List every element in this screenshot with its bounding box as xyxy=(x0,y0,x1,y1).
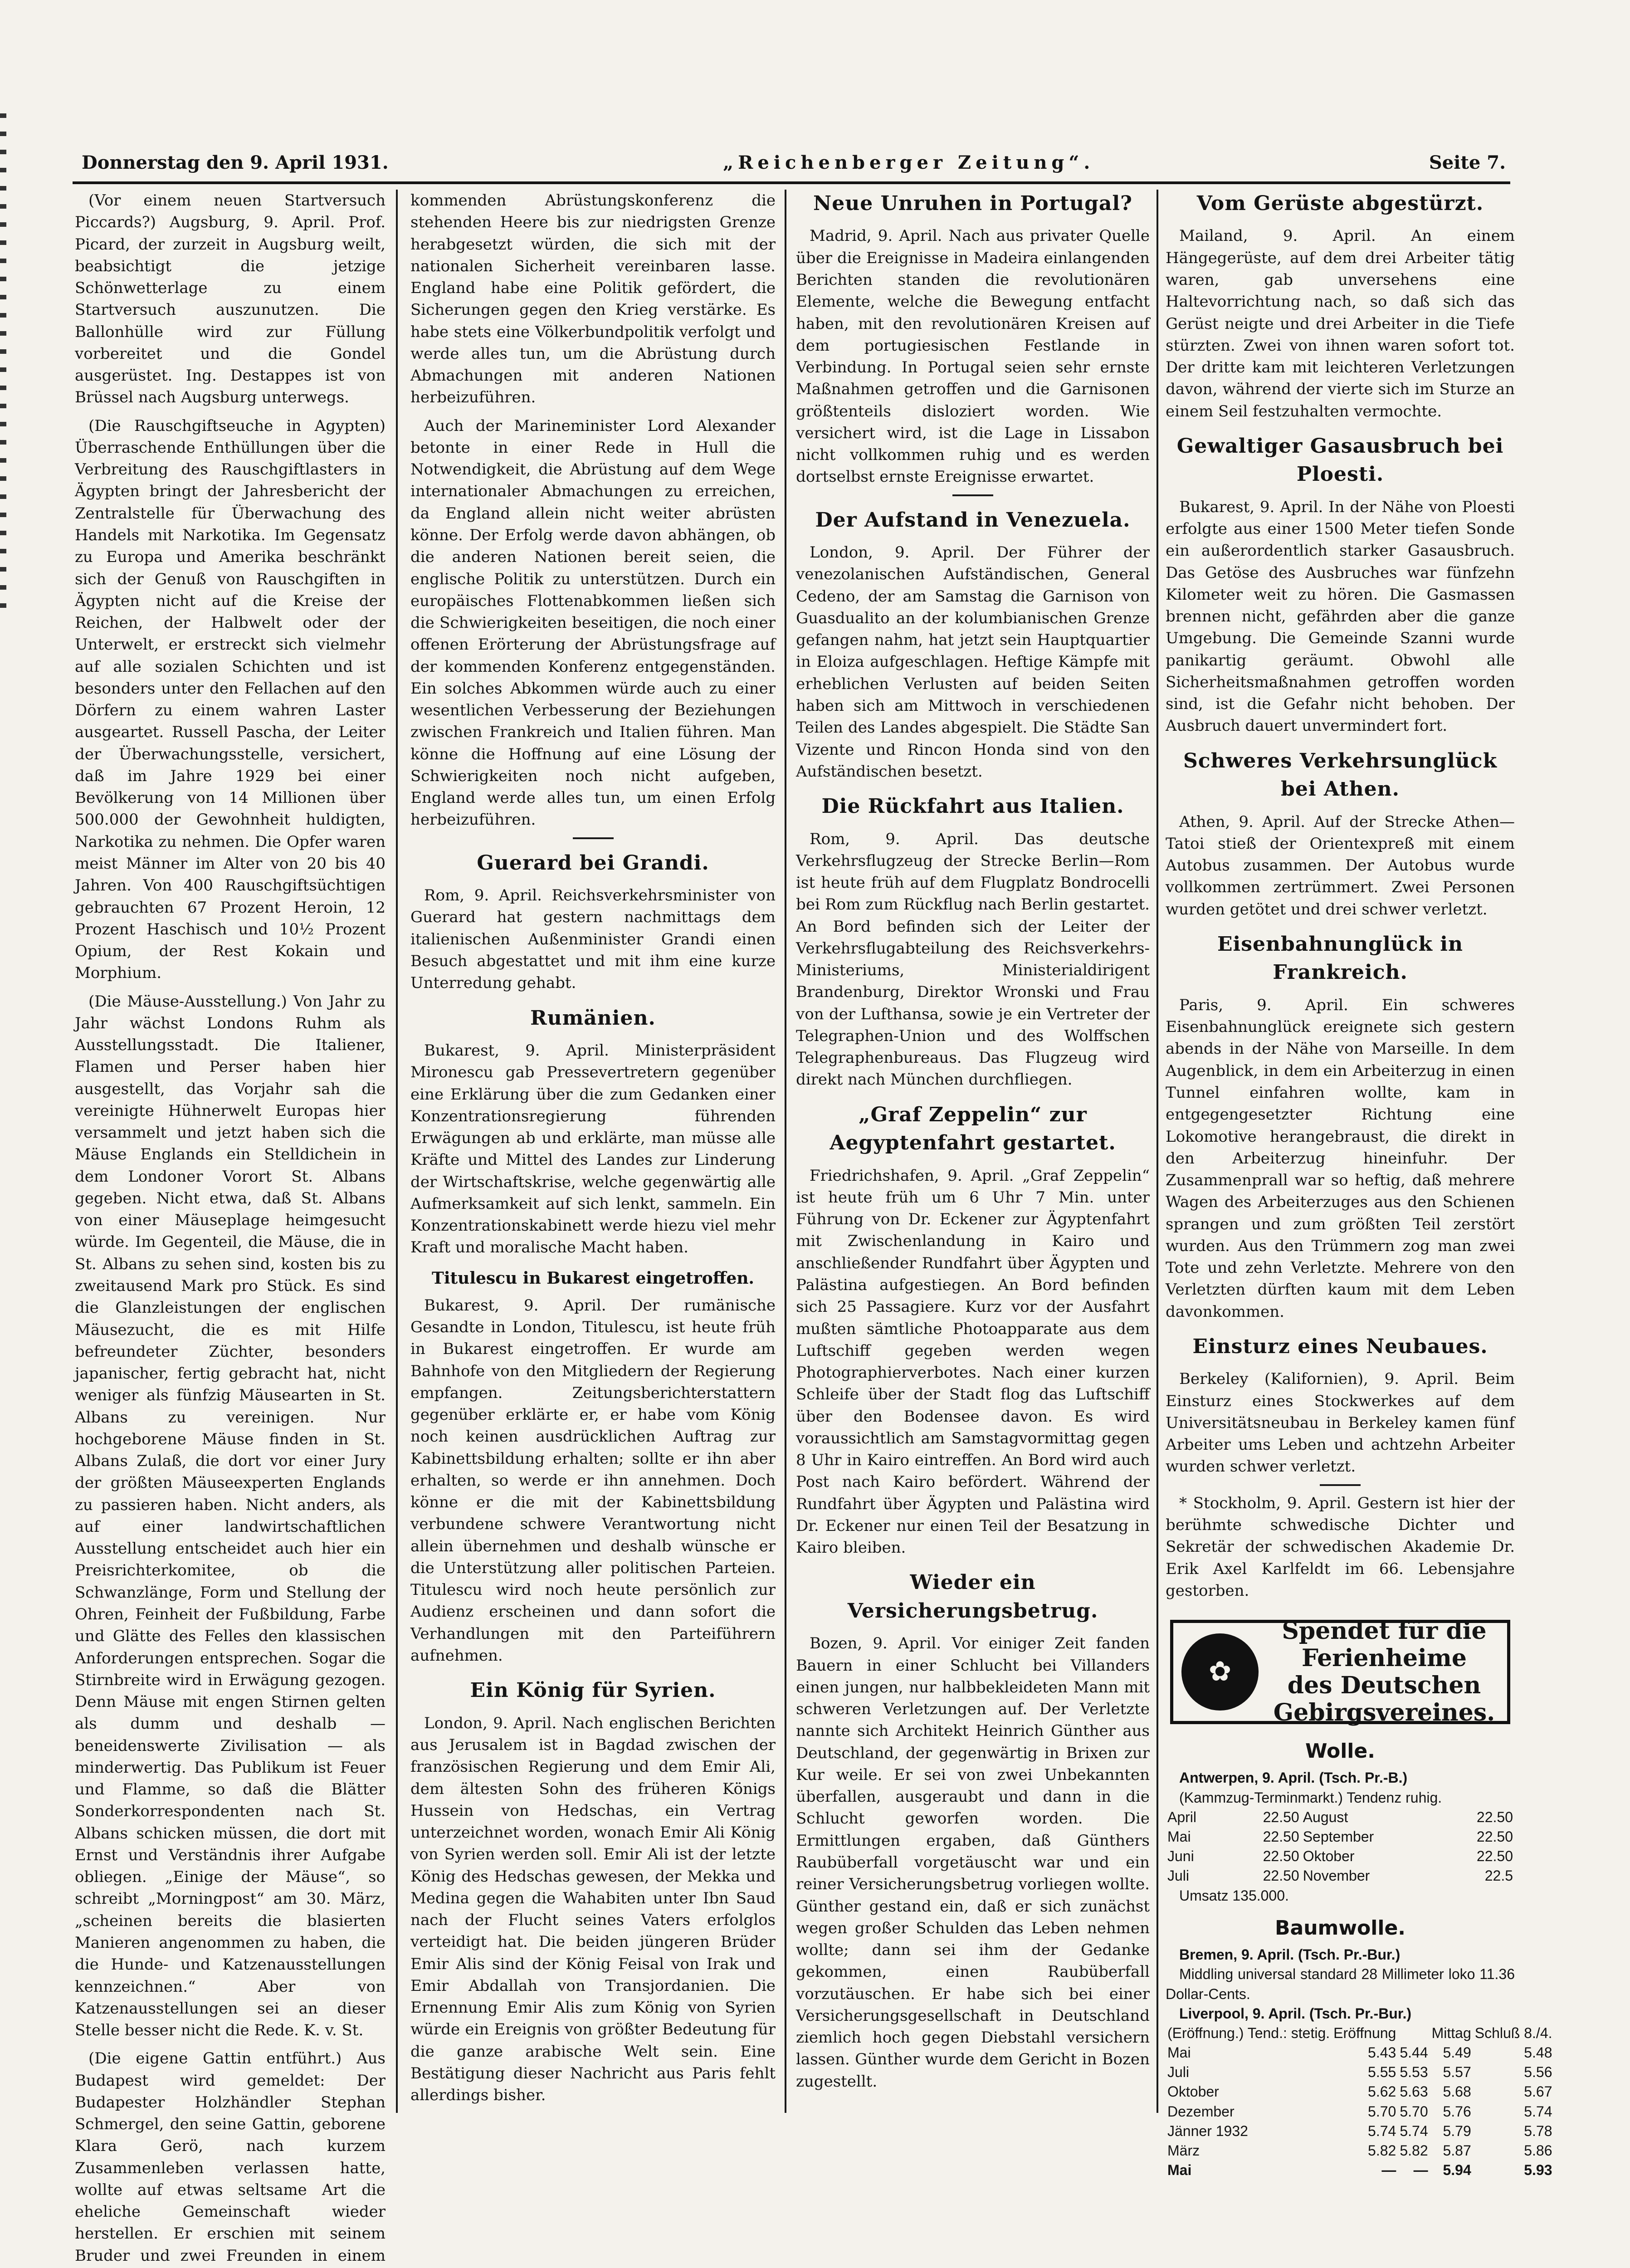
header-paper-title: „Reichenberger Zeitung“. xyxy=(723,152,1095,173)
table-cell: Mai xyxy=(1167,2044,1191,2061)
table-cell: 5.48 xyxy=(1524,2044,1552,2061)
table-cell: Juli xyxy=(1167,2064,1190,2081)
article-paragraph: (Die Mäuse-Ausstellung.) Von Jahr zu Jahr wächst Londons Ruhm als Ausstellungsstadt. Die Italiener, Flamen und Perser haben hier ausgestellt, das Vorjahr sah die vereinigte Hühnerwelt Europas hier versammelt und jetzt haben sich die Mäuse Englands ein Stelldichein in dem Londoner Vorort St. Albans gegeben. Nicht etwa, daß St. Albans von einer Mäuseplage heimgesucht würde. Im Gegenteil, die Mäuse, die in St. Albans zu sehen sind, kosten bis zu zweitausend Mark pro Stück. Es sind die Glanzleistungen der englischen Mäusezucht, die es mit Hilfe befreundeter Züchter, besonders japanischer, fertig gebracht hat, nicht weniger als fünfzig Mäusearten in St. Albans zu vereinigen. Nur hochgeborene Mäuse finden in St. Albans Zulaß, die dort vor einer Jury der größten Mäuseexperten Englands zu passieren haben. Nicht anders, als auf einer landwirtschaftlichen Ausstellung entscheidet auch hier ein Preisrichterkomitee, ob die Schwanzlänge, Form und Stellung der Ohren, Feinheit der Fußbildung, Farbe und Glätte des Felles den klassischen Anforderungen entsprechen. Sogar die Stirnbreite wird in Erwägung gezogen. Denn Mäuse mit engen Stirnen gelten als dumm und deshalb — beneidenswerte Zivilisation — als minderwertig. Das Publikum ist Feuer und Flamme, so daß die Blätter Sonderkorrespondenten nach St. Albans schicken müssen, die dort mit Ernst und Verständnis ihrer Aufgabe obliegen. „Einige der Mäuse“, so schreibt „Morningpost“ am 30. März, „scheinen bereits die blasierten Manieren angenommen zu haben, die die Hunde- und Katzenausstellungen kennzeichnen.“ Aber von Katzenausstellungen sei an dieser Stelle besser nicht die Rede. K. v. St. xyxy=(75,992,386,2040)
table-row xyxy=(1166,2063,1554,2082)
table-row xyxy=(1166,2102,1554,2121)
article-paragraph: Bukarest, 9. April. Ministerpräsident Mironescu gab Pressevertretern gegenüber eine Erklärung über die zum Gedanken einer Konzentrationsregierung führenden Erwägungen ab und erklärte, man müsse alle Kräfte und Mittel des Landes zur Linderung der Wirtschaftskrise, welche gegenwärtig alle Aufmerksamkeit auf sich lenkt, sammeln. Ein Konzentrationskabinett werde hiezu viel mehr Kraft und moralische Macht haben. xyxy=(410,1041,776,1257)
article-headline: Ein König für Syrien. xyxy=(470,1679,716,1702)
table-row xyxy=(1166,1827,1515,1847)
article-subheadline: Titulescu in Bukarest eingetroffen. xyxy=(432,1268,754,1288)
article-divider xyxy=(1320,1484,1361,1486)
table-row xyxy=(1166,1847,1515,1866)
table-cell: 5.70 xyxy=(1400,2103,1428,2120)
table-cell: 5.55 xyxy=(1368,2064,1396,2081)
column-divider xyxy=(785,190,786,2113)
table-row xyxy=(1166,2121,1554,2141)
table-cell: 5.87 xyxy=(1443,2142,1471,2159)
ad-line: Gebirgsvereines. xyxy=(1273,1698,1495,1726)
table-cell: 5.82 xyxy=(1400,2142,1428,2159)
article-paragraph: Madrid, 9. April. Nach aus privater Quelle über die Ereignisse in Madeira einlangenden Berichten standen die revolutionären Elemente, welche die Bewegung entfacht haben, mit den revolutionären Kreisen auf dem portugiesischen Festlande in Verbindung. In Portugal seien sehr ernste Maßnahmen getroffen und die Garnisonen größtenteils disloziert worden. Wie versichert wird, ist die Lage in Lissabon nicht vollkommen ruhig und es werden dortselbst ernste Ereignisse erwartet. xyxy=(796,227,1150,486)
article-paragraph: Auch der Marineminister Lord Alexander betonte in einer Rede in Hull die Notwendigkeit, die Abrüstung auf dem Wege internationaler Abmachungen zu erreichen, da England allein nicht weiter abrüsten könne. Der Erfolg werde davon abhängen, ob die anderen Nationen bereit seien, die englische Politik zu unterstützen. Durch ein europäisches Flottenabkommen ließen sich die Schwierigkeiten beseitigen, die noch einer offenen Erörterung der Abrüstungsfrage auf der kommenden Konferenz entgegenständen. Ein solches Abkommen würde auch zu einer wesentlichen Verbesserung der Beziehungen zwischen Frankreich und Italien führen. Man könne die Hoffnung auf eine Lösung der Schwierigkeiten noch nicht aufgeben, England werde alles tun, um einen Erfolg herbeizuführen. xyxy=(410,416,776,829)
table-header-part: 8./4. xyxy=(1524,2024,1552,2041)
table-cell: 5.86 xyxy=(1524,2142,1552,2159)
table-header-row xyxy=(1166,2024,1554,2043)
table-cell: 5.63 xyxy=(1400,2083,1428,2100)
table-cell: 5.76 xyxy=(1443,2103,1471,2120)
column-divider xyxy=(1157,190,1158,2113)
column-4 xyxy=(1166,190,1552,2179)
table-cell: Dezember xyxy=(1167,2103,1235,2120)
table-row xyxy=(1166,1808,1515,1827)
table-cell: August xyxy=(1303,1809,1348,1825)
market-text: Middling universal standard 28 Millimeter loko 11.36 Dollar-Cents. xyxy=(1166,1966,1515,2002)
table-cell: 5.68 xyxy=(1443,2083,1471,2100)
article-headline: Die Rückfahrt aus Italien. xyxy=(821,795,1124,818)
table-cell: 5.49 xyxy=(1443,2044,1471,2061)
table-cell: — xyxy=(1381,2162,1396,2179)
table-cell: 5.43 xyxy=(1368,2044,1396,2061)
article-headline: Einsturz eines Neubaues. xyxy=(1192,1334,1488,1358)
article-paragraph: Athen, 9. April. Auf der Strecke Athen—Tatoi stieß der Orientexpreß mit einem Autobus zusammen. Der Autobus wurde vollkommen zertrümmert. Zwei Personen wurden getötet und drei schwer verletzt. xyxy=(1166,812,1515,919)
article-headline: „Graf Zeppelin“ zur Aegyptenfahrt gestartet. xyxy=(830,1103,1116,1155)
header-date: Donnerstag den 9. April 1931. xyxy=(82,152,389,173)
table-cell: November xyxy=(1303,1867,1370,1884)
table-cell: 22.50 xyxy=(1476,1848,1513,1865)
table-cell: Juni xyxy=(1167,1848,1194,1865)
table-cell: 5.74 xyxy=(1400,2122,1428,2139)
table-header-cell xyxy=(1473,2024,1554,2043)
table-cell: 5.57 xyxy=(1443,2064,1471,2081)
table-cell: 5.62 xyxy=(1368,2083,1396,2100)
market-report-baumwolle xyxy=(1166,1915,1552,2180)
market-subtitle: (Kammzug-Terminmarkt.) Tendenz ruhig. xyxy=(1179,1789,1442,1806)
table-header-part: Schluß xyxy=(1474,2024,1520,2041)
table-cell: 5.78 xyxy=(1524,2122,1552,2139)
table-cell: 5.53 xyxy=(1400,2064,1428,2081)
table-cell: 5.79 xyxy=(1443,2122,1471,2139)
table-cell: 5.70 xyxy=(1368,2103,1396,2120)
table-row xyxy=(1166,2160,1554,2180)
article-paragraph: Friedrichshafen, 9. April. „Graf Zeppelin“ ist heute früh um 6 Uhr 7 Min. unter Führung von Dr. Eckener zur Ägyptenfahrt mit Zwischenlandung in Kairo und anschließender Rundfahrt über Ägypten und Palästina aufgestiegen. An Bord befinden sich 25 Passagiere. Kurz vor der Ausfahrt mußten sämtliche Photoapparate aus dem Luftschiff gegeben werden wegen Photographierverbotes. Nach einer kurzen Schleife über der Stadt flog das Luftschiff über den Bodensee davon. Es wird voraussichtlich am Samstagvormittag gegen 8 Uhr in Kairo eintreffen. An Bord wird auch Post nach Kairo befördert. Während der Rundfahrt über Ägypten und Palästina wird Dr. Eckener nur einen Teil der Besatzung in Kairo bleiben. xyxy=(796,1166,1150,1557)
advertisement-box xyxy=(1170,1617,1510,1726)
table-cell: Oktober xyxy=(1167,2083,1219,2100)
article-headline: Schweres Verkehrsunglück bei Athen. xyxy=(1183,749,1498,801)
table-header-cell: Eröffnung xyxy=(1333,2024,1396,2041)
table-cell: 5.67 xyxy=(1524,2083,1552,2100)
market-subtitle: Liverpool, 9. April. (Tsch. Pr.-Bur.) xyxy=(1179,2005,1412,2022)
table-cell: 5.56 xyxy=(1524,2064,1552,2081)
table-cell: Juli xyxy=(1167,1867,1190,1884)
article-paragraph: Rom, 9. April. Das deutsche Verkehrsflugzeug der Strecke Berlin—Rom ist heute früh auf dem Flugplatz Bondrocelli bei Rom zum Rückflug nach Berlin gestartet. An Bord befinden sich der Leiter der Verkehrsflugabteilung des Reichsverkehrs-Ministeriums, Ministerialdirigent Brandenburg, Direktor Wronski und Frau von der Lufthansa, sowie je ein Vertreter der Telegraphen-Union und des Wolffschen Telegraphenbureaus. Das Flugzeug wird direkt nach München durchfliegen. xyxy=(796,830,1150,1089)
wolle-table xyxy=(1166,1808,1515,1886)
baumwolle-table xyxy=(1166,2024,1554,2180)
article-paragraph: Bukarest, 9. April. Der rumänische Gesandte in London, Titulescu, ist heute früh in Bukarest eingetroffen. Er wurde am Bahnhofe von den Mitgliedern der Regierung empfangen. Zeitungsberichterstattern gegenüber erklärte er, er habe vom König noch keinen ausdrücklichen Auftrag zur Kabinettsbildung erhalten; sollte er ihn aber erhalten, so werde er ihn annehmen. Doch könne er die mit der Kabinettsbildung verbundene schwere Verantwortung nicht allein übernehmen und deshalb wünsche er die Unterstützung aller politischen Parteien. Titulescu wird noch heute persönlich zur Audienz erscheinen und dann sofort die Verhandlungen mit den Parteiführern aufnehmen. xyxy=(410,1296,776,1665)
article-paragraph: * Stockholm, 9. April. Gestern ist hier der berühmte schwedische Dichter und Sekretär der schwedischen Akademie Dr. Erik Axel Karlfeldt im 66. Lebensjahre gestorben. xyxy=(1166,1494,1515,1600)
table-header-cell: Mittag xyxy=(1431,2024,1471,2041)
market-turnover: Umsatz 135.000. xyxy=(1179,1887,1289,1904)
article-paragraph: Bozen, 9. April. Vor einiger Zeit fanden Bauern in einer Schlucht bei Villanders einen jungen, nur halbbekleideten Mann mit schweren Verletzungen auf. Der Verletzte nannte sich Architekt Heinrich Günther aus Deutschland, der gegenwärtig in Brixen zur Kur weile. Er sei von zwei Unbekannten überfallen, ausgeraubt und dann in die Schlucht geworfen worden. Die Ermittlungen ergaben, daß Günthers Raubüberfall vorgetäuscht war und ein reiner Versicherungsbetrug vorliegen wollte. Günther gestand ein, daß er sich zunächst wegen großer Schulden das Leben nehmen wollte; dann sei ihm der Gedanke gekommen, einen Raubüberfall vorzutäuschen. Er habe sich bei einer Versicherungsgesellschaft in Deutschland ziemlich hoch gegen Diebstahl versichern lassen. Günther wurde dem Gericht in Bozen zugestellt. xyxy=(796,1634,1150,2091)
advertisement-text xyxy=(1269,1618,1499,1726)
article-paragraph: kommenden Abrüstungskonferenz die stehenden Heere bis zur niedrigsten Grenze herabgesetzt würden, die sich mit der nationalen Sicherheit vereinbaren lasse. England habe eine Politik gefördert, die Sicherungen gegen den Krieg verstärke. Es habe stets eine Völkerbundpolitik verfolgt und werde alles tun, um die Abrüstung durch Abmachungen mit anderen Nationen herbeizuführen. xyxy=(410,191,776,407)
table-cell: Mai xyxy=(1167,2162,1192,2179)
ad-line: Spendet für die xyxy=(1282,1617,1487,1645)
article-headline: Neue Unruhen in Portugal? xyxy=(813,192,1132,215)
header-rule xyxy=(73,181,1510,184)
table-cell: 22.5 xyxy=(1484,1867,1513,1884)
table-cell: 22.50 xyxy=(1476,1809,1513,1825)
page-header xyxy=(82,144,1506,181)
table-row xyxy=(1166,1866,1515,1886)
market-title: Baumwolle. xyxy=(1275,1916,1406,1940)
article-paragraph: Mailand, 9. April. An einem Hängegerüste, auf dem drei Arbeiter tätig waren, gab unversehens eine Haltevorrichtung nach, so daß sich das Gerüst neigte und drei Arbeiter in die Tiefe stürzten. Zwei von ihnen waren sofort tot. Der dritte kam mit leichteren Verletzungen davon, während der vierte sich im Sturze an einem Seil festzuhalten vermochte. xyxy=(1166,227,1515,420)
article-paragraph: Bukarest, 9. April. In der Nähe von Ploesti erfolgte aus einer 1500 Meter tiefen Sonde ein außerordentlich starker Gasausbruch. Das Getöse des Ausbruches war fünfzehn Kilometer weit zu hören. Die Gasmassen brennen nicht, gefährden aber die ganze Umgebung. Die Gemeinde Szanni wurde panikartig geräumt. Obwohl alle Sicherheitsmaßnahmen getroffen worden sind, ist die Gefahr nicht behoben. Der Ausbruch dauert unvermindert fort. xyxy=(1166,498,1515,735)
column-2 xyxy=(410,190,776,2113)
table-cell: Mai xyxy=(1167,1828,1191,1845)
article-paragraph: (Die Rauschgiftseuche in Agypten) Überraschende Enthüllungen über die Verbreitung des Rauschgiftlasters in Ägypten bringt der Jahresbericht der Zentralstelle für Überwachung des Handels mit Narkotika. Im Gegensatz zu Europa und Amerika beschränkt sich der Genuß von Rauschgiften in Ägypten nicht auf die Kreise der Reichen, der Halbwelt oder der Unterwelt, er erstreckt sich vielmehr auf alle sozialen Schichten und ist besonders unter den Fellachen auf den Dörfern zu einem wahren Laster ausgeartet. Russell Pascha, der Leiter der Überwachungsstelle, versichert, daß im Jahre 1929 bei einer Bevölkerung von 14 Millionen über 500.000 der Gewohnheit huldigten, Narkotika zu nehmen. Die Opfer waren meist Männer im Alter von 20 bis 40 Jahren. Von 400 Rauschgiftsüchtigen gebrauchten 67 Prozent Heroin, 12 Prozent Haschisch und 10½ Prozent Opium, der Rest Kokain und Morphium. xyxy=(75,416,386,982)
table-row xyxy=(1166,2043,1554,2063)
table-cell: — xyxy=(1413,2162,1428,2179)
market-subtitle: Antwerpen, 9. April. (Tsch. Pr.-B.) xyxy=(1179,1769,1408,1786)
ad-line: des Deutschen xyxy=(1287,1672,1481,1700)
article-headline: Vom Gerüste abgestürzt. xyxy=(1196,192,1484,215)
ad-line: Ferienheime xyxy=(1302,1644,1467,1672)
table-cell: 5.82 xyxy=(1368,2142,1396,2159)
table-cell: 22.50 xyxy=(1476,1828,1513,1845)
article-headline: Rumänien. xyxy=(530,1006,656,1030)
table-cell: 22.50 xyxy=(1263,1828,1299,1845)
article-paragraph: (Vor einem neuen Startversuch Piccards?) Augsburg, 9. April. Prof. Picard, der zurzeit in Augsburg weilt, beabsichtigt die jetzige Schönwetterlage zu einem Startversuch auszunutzen. Die Ballonhülle wird zur Füllung vorbereitet und die Gondel ausgerüstet. Ing. Destappes ist von Brüssel nach Augsburg unterwegs. xyxy=(75,191,386,407)
article-paragraph: Rom, 9. April. Reichsverkehrsminister von Guerard hat gestern nachmittags dem italienischen Außenminister Grandi einen Besuch abgestattet und mit ihm eine kurze Unterredung gehabt. xyxy=(410,886,776,992)
column-divider xyxy=(396,190,398,2113)
table-cell: 22.50 xyxy=(1263,1867,1299,1884)
edelweiss-emblem-icon: ✿ xyxy=(1181,1633,1259,1711)
article-paragraph: Paris, 9. April. Ein schweres Eisenbahnunglück ereignete sich gestern abends in der Nähe von Marseille. In dem Augenblick, in dem ein Arbeiterzug in einen Tunnel einfahren wollte, kam in entgegengesetzter Richtung eine Lokomotive herangebraust, die direkt in den Arbeiterzug hineinfuhr. Der Zusammenprall war so heftig, daß mehrere Wagen des Arbeiterzuges aus den Schienen sprangen und zum größten Teil zerstört wurden. Aus den Trümmern zog man zwei Tote und zehn Verletzte. Mehrere von den Verletzten dürften kaum mit dem Leben davonkommen. xyxy=(1166,996,1515,1321)
table-cell: 5.93 xyxy=(1524,2162,1552,2179)
article-headline: Eisenbahnunglück in Frankreich. xyxy=(1217,932,1463,984)
table-cell: 22.50 xyxy=(1263,1809,1299,1825)
article-paragraph: (Die eigene Gattin entführt.) Aus Budapest wird gemeldet: Der Budapester Holzhändler Stephan Schmergel, den seine Gattin, geborene Klara Gerö, nach kurzem Zusammenleben verlassen hatte, wollte auf etwas seltsame Art die eheliche Gemeinschaft wieder herstellen. Er erschien mit seinem Bruder und zwei Freunden in einem xyxy=(75,2049,386,2265)
table-cell: Oktober xyxy=(1303,1848,1355,1865)
table-row xyxy=(1166,2082,1554,2102)
table-cell: April xyxy=(1167,1809,1197,1825)
article-paragraph: London, 9. April. Der Führer der venezolanischen Aufständischen, General Cedeno, der am Samstag die Garnison von Guasdualito an der kolumbianischen Grenze gefangen nahm, hat jetzt sein Hauptquartier in Eloiza aufgeschlagen. Heftige Kämpfe mit erheblichen Verlusten auf beiden Seiten haben sich am Mittwoch in verschiedenen Teilen des Landes abgespielt. Die Städte San Vizente und Rincon Honda sind von den Aufständischen besetzt. xyxy=(796,543,1150,781)
table-cell: Jänner 1932 xyxy=(1167,2122,1248,2139)
article-headline: Der Aufstand in Venezuela. xyxy=(815,508,1131,532)
article-headline: Wieder ein Versicherungsbetrug. xyxy=(847,1571,1098,1623)
column-1 xyxy=(75,190,386,2265)
article-headline: Guerard bei Grandi. xyxy=(477,851,709,875)
article-paragraph: Berkeley (Kalifornien), 9. April. Beim Einsturz eines Stockwerkes auf dem Universitätsneubau in Berkeley kamen fünf Arbeiter ums Leben und achtzehn Arbeiter wurden schwer verletzt. xyxy=(1166,1370,1515,1476)
header-page-number: Seite 7. xyxy=(1429,152,1506,173)
table-row xyxy=(1166,2141,1554,2160)
article-divider xyxy=(573,837,614,839)
table-cell: 5.74 xyxy=(1368,2122,1396,2139)
binding-edge xyxy=(0,113,6,612)
table-cell: 5.44 xyxy=(1400,2044,1428,2061)
table-cell: 5.94 xyxy=(1443,2162,1471,2179)
article-headline: Gewaltiger Gasausbruch bei Ploesti. xyxy=(1176,434,1504,486)
table-header-cell: (Eröffnung.) Tend.: stetig. xyxy=(1167,2024,1330,2041)
table-cell: März xyxy=(1167,2142,1200,2159)
article-divider xyxy=(952,494,993,496)
table-cell: 5.74 xyxy=(1524,2103,1552,2120)
table-cell: September xyxy=(1303,1828,1374,1845)
market-subtitle: Bremen, 9. April. (Tsch. Pr.-Bur.) xyxy=(1179,1946,1401,1963)
table-cell: 22.50 xyxy=(1263,1848,1299,1865)
market-title: Wolle. xyxy=(1305,1740,1375,1763)
column-3 xyxy=(796,190,1150,2113)
market-report-wolle xyxy=(1166,1738,1515,1906)
article-paragraph: London, 9. April. Nach englischen Berichten aus Jerusalem ist in Bagdad zwischen der französischen Regierung und dem Emir Ali, dem ältesten Sohn des früheren Königs Hussein von Hedschas, ein Vertrag unterzeichnet worden, wonach Emir Ali König von Syrien werden soll. Emir Ali ist der letzte König des Hedschas gewesen, der Mekka und Medina gegen die Wahabiten unter Ibn Saud nach der Flucht seines Vaters erfolglos verteidigt hat. Die beiden jüngeren Brüder Emir Alis sind der König Feisal von Irak und Emir Abdallah von Transjordanien. Die Ernennung Emir Alis zum König von Syrien würde ein Ereignis von größter Bedeutung für die ganze arabische Welt sein. Eine Bestätigung dieser Nachricht aus Paris fehlt allerdings bisher. xyxy=(410,1714,776,2105)
